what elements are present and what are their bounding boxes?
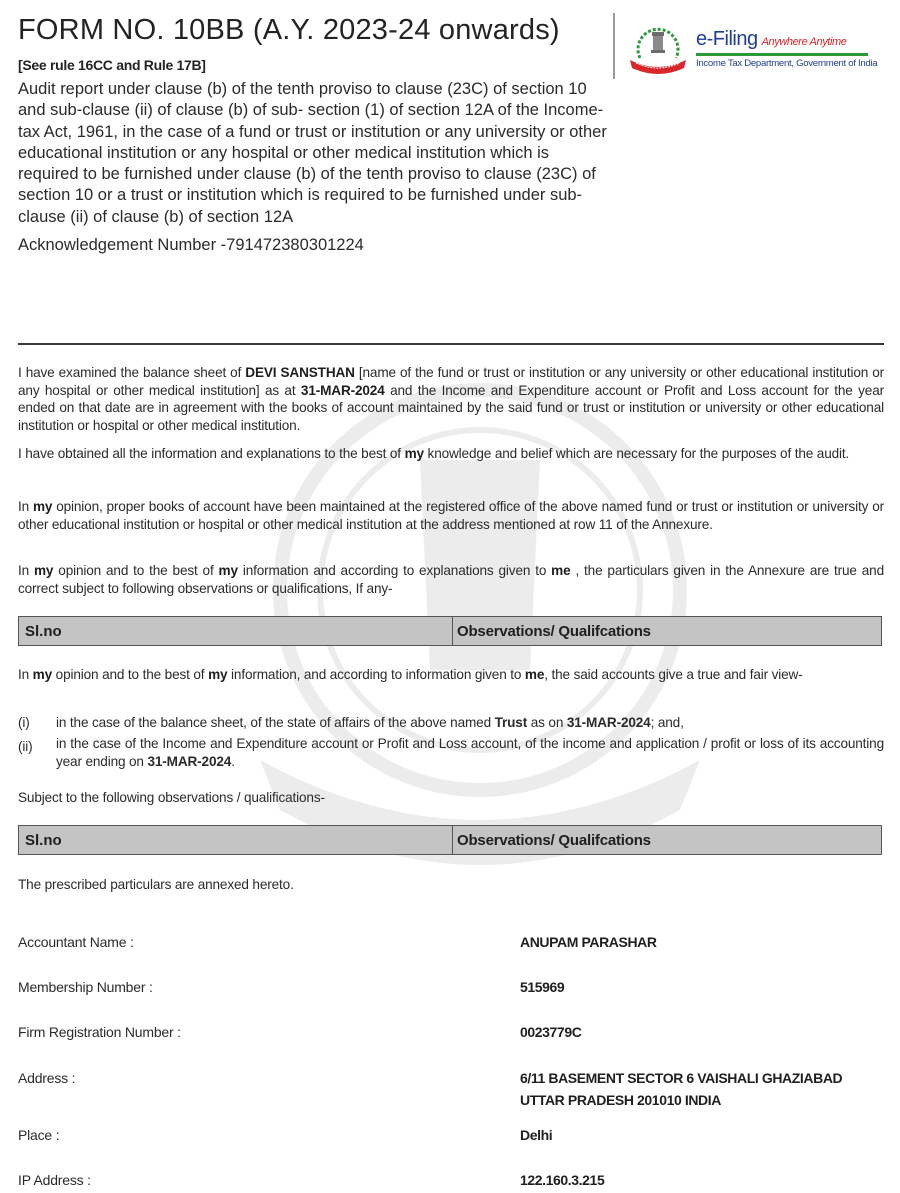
- emphasis: me: [551, 563, 571, 578]
- text: In: [18, 499, 33, 514]
- field-firm-registration-number: [18, 1021, 884, 1043]
- paragraph-true-fair-view: [18, 666, 884, 684]
- text: , the particulars given in the Annexure are true and correct subject to following observations or qualifications, If any-: [18, 563, 884, 596]
- field-place: [18, 1124, 884, 1146]
- column-header-sl-no: Sl.no: [19, 617, 453, 645]
- entity-type: Trust: [494, 715, 528, 730]
- text: I have obtained all the information and explanations to the best of: [18, 446, 405, 461]
- emphasis: my: [33, 563, 54, 578]
- field-membership-number: [18, 976, 884, 998]
- text: I have examined the balance sheet of: [18, 365, 246, 380]
- text: ; and,: [650, 715, 684, 730]
- header-vertical-divider: [613, 13, 615, 79]
- observations-table-2: [18, 825, 882, 855]
- paragraph-particulars-true: [18, 562, 884, 597]
- column-header-sl-no: Sl.no: [19, 826, 453, 854]
- income-tax-emblem-icon: [626, 20, 690, 76]
- emphasis: me: [524, 667, 545, 682]
- emphasis: my: [32, 499, 53, 514]
- logo-green-bar: [696, 53, 868, 56]
- text: .: [231, 753, 235, 769]
- efiling-logo: [626, 20, 876, 76]
- place-value: Delhi: [520, 1127, 553, 1143]
- text: opinion and to the best of: [52, 667, 209, 682]
- date: 31-MAR-2024: [566, 715, 651, 730]
- efiling-brand: e-Filing: [696, 27, 758, 50]
- address-value: [520, 1067, 884, 1111]
- paragraph-obtained-information: [18, 445, 884, 463]
- department-name: Income Tax Department, Government of India: [696, 57, 878, 69]
- acknowledgement-number: Acknowledgement Number -791472380301224: [18, 236, 364, 255]
- emphasis: my: [208, 667, 228, 682]
- list-number: (i): [18, 715, 30, 730]
- field-label: Place :: [18, 1127, 60, 1143]
- efiling-tagline: Anywhere Anytime: [761, 35, 847, 48]
- ip-address-value: 122.160.3.215: [520, 1172, 605, 1188]
- text: In: [18, 667, 33, 682]
- firm-registration-value: 0023779C: [520, 1024, 582, 1040]
- form-description: Audit report under clause (b) of the tenth proviso to clause (23C) of section 10 and sub-clause (ii) of clause (b) of sub- section (1) of section 12A of the Income-tax Act, 1961, in the case of a fund or trust or institution or any university or other educational institution or any hospital or other medical institution which is required to be furnished under clause (b) of the tenth proviso to clause (23C) of section 10 or a trust or institution which is required to be furnished under sub-clause (ii) of clause (b) of section 12A: [18, 80, 607, 226]
- section-divider: [18, 343, 884, 345]
- text: in the case of the balance sheet, of the state of affairs of the above named: [56, 715, 495, 730]
- text: information and according to explanations given to: [237, 563, 552, 578]
- paragraph-examined-balance-sheet: [18, 364, 884, 434]
- field-address: [18, 1067, 884, 1111]
- field-label: IP Address :: [18, 1172, 91, 1188]
- address-line-2: UTTAR PRADESH 201010 INDIA: [520, 1092, 721, 1108]
- text: as on: [527, 715, 567, 730]
- observations-table-1: [18, 616, 882, 646]
- text: opinion, proper books of account have been maintained at the registered office of the above named fund or trust or institution or university or other educational institution or hospital or other medical institution at the address mentioned at row 11 of the Annexure.: [18, 499, 884, 532]
- text: In: [18, 563, 34, 578]
- form-header: [18, 14, 608, 255]
- membership-number-value: 515969: [520, 979, 565, 995]
- annexed-statement: The prescribed particulars are annexed hereto.: [18, 877, 294, 892]
- text: [name of the fund or trust or institution or any university or other educational institution or any hospital or other medical institution] as at: [18, 365, 884, 398]
- text: opinion and to the best of: [53, 563, 219, 578]
- field-ip-address: [18, 1169, 884, 1191]
- field-label: Address :: [18, 1070, 76, 1086]
- entity-name: DEVI SANSTHAN: [245, 365, 355, 380]
- subject-to-observations: Subject to the following observations / qualifications-: [18, 790, 325, 805]
- column-header-observations: Observations/ Qualifcations: [457, 623, 651, 640]
- field-label: Membership Number :: [18, 979, 153, 995]
- address-line-1: 6/11 BASEMENT SECTOR 6 VAISHALI GHAZIABAD: [520, 1070, 843, 1086]
- form-title: FORM NO. 10BB (A.Y. 2023-24 onwards): [18, 14, 560, 46]
- text: information, and according to information given to: [227, 667, 525, 682]
- date: 31-MAR-2024: [147, 753, 232, 769]
- list-item-balance-sheet: [18, 714, 884, 732]
- rule-reference: [See rule 16CC and Rule 17B]: [18, 57, 206, 73]
- field-accountant-name: [18, 931, 884, 953]
- emphasis: my: [404, 446, 424, 461]
- list-item-income-expenditure: [18, 735, 884, 770]
- text: , the said accounts give a true and fair view-: [544, 667, 803, 682]
- text: and the Income and Expenditure account or Profit and Loss account for the year ended on that date are in agreement with the books of account maintained by the said fund or trust or institution or university or other educational institution or hospital or other medical institution.: [18, 382, 884, 433]
- paragraph-books-of-account: [18, 498, 884, 533]
- list-number: (ii): [18, 739, 33, 754]
- text: in the case of the Income and Expenditure account or Profit and Loss account, of the income and application / profit or loss of its accounting year ending on: [56, 736, 884, 769]
- emphasis: my: [32, 667, 53, 682]
- field-label: Accountant Name :: [18, 934, 134, 950]
- text: knowledge and belief which are necessary for the purposes of the audit.: [423, 446, 850, 461]
- column-header-observations: Observations/ Qualifcations: [457, 832, 651, 849]
- accountant-name-value: ANUPAM PARASHAR: [520, 934, 657, 950]
- balance-sheet-date: 31-MAR-2024: [300, 382, 385, 398]
- emphasis: my: [218, 563, 238, 578]
- field-label: Firm Registration Number :: [18, 1024, 181, 1040]
